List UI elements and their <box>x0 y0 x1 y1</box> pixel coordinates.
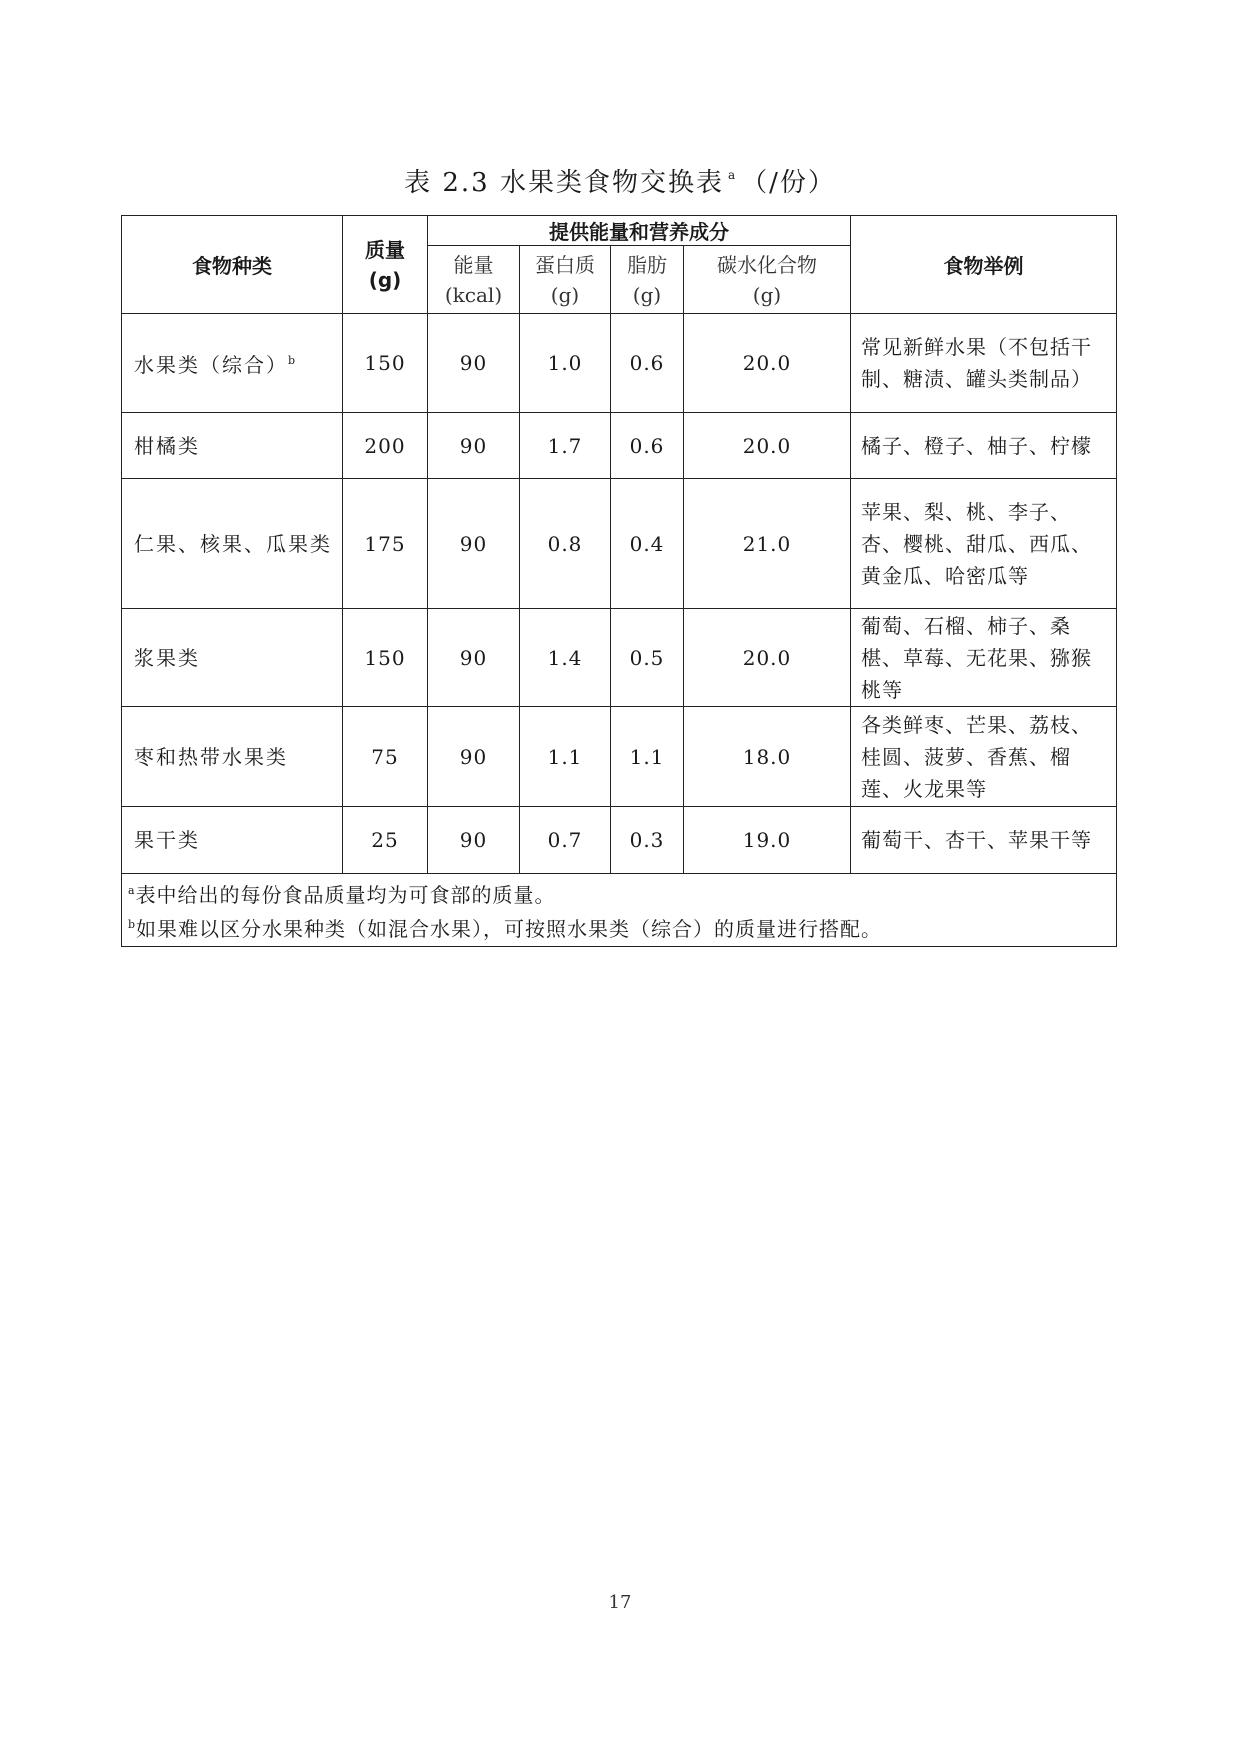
row-energy: 90 <box>428 413 520 479</box>
header-fat-label: 脂肪 <box>627 252 667 277</box>
row-protein: 1.0 <box>520 314 611 413</box>
row-fat: 1.1 <box>611 707 684 807</box>
row-mass: 150 <box>343 314 428 413</box>
row-energy: 90 <box>428 479 520 609</box>
row-examples: 葡萄、石榴、柿子、桑椹、草莓、无花果、猕猴桃等 <box>851 609 1117 707</box>
table-row <box>122 807 1117 874</box>
row-examples: 各类鲜枣、芒果、荔枝、桂圆、菠萝、香蕉、榴莲、火龙果等 <box>851 707 1117 807</box>
row-protein: 1.1 <box>520 707 611 807</box>
row-fat: 0.5 <box>611 609 684 707</box>
row-energy: 90 <box>428 807 520 874</box>
row-examples: 苹果、梨、桃、李子、杏、樱桃、甜瓜、西瓜、黄金瓜、哈密瓜等 <box>851 479 1117 609</box>
row-footnote-mark: b <box>288 354 298 367</box>
row-fat: 0.4 <box>611 479 684 609</box>
row-category: 枣和热带水果类 <box>122 707 343 807</box>
footnote-a <box>128 876 1110 910</box>
header-examples: 食物举例 <box>851 216 1117 314</box>
row-carb: 19.0 <box>684 807 851 874</box>
table-row <box>122 413 1117 479</box>
footnote-b-mark: b <box>128 918 137 931</box>
header-carb-label: 碳水化合物 <box>717 252 817 277</box>
header-category: 食物种类 <box>122 216 343 314</box>
row-protein: 0.8 <box>520 479 611 609</box>
table-row <box>122 479 1117 609</box>
row-fat: 0.6 <box>611 413 684 479</box>
fruit-exchange-table <box>121 215 1117 947</box>
row-fat: 0.6 <box>611 314 684 413</box>
header-carb-unit: (g) <box>752 282 782 307</box>
row-mass: 175 <box>343 479 428 609</box>
row-category: 仁果、核果、瓜果类 <box>122 479 343 609</box>
row-category-text: 水果类（综合） <box>134 353 288 377</box>
row-category <box>122 314 343 413</box>
table-title <box>0 162 1240 199</box>
row-examples: 橘子、橙子、柚子、柠檬 <box>851 413 1117 479</box>
header-protein <box>520 246 611 314</box>
header-nutrition-group: 提供能量和营养成分 <box>428 216 851 246</box>
table-title-footnote-mark: a <box>727 168 738 182</box>
row-category: 柑橘类 <box>122 413 343 479</box>
row-mass: 25 <box>343 807 428 874</box>
header-carb <box>684 246 851 314</box>
header-fat-unit: (g) <box>632 282 662 307</box>
row-carb: 20.0 <box>684 609 851 707</box>
table-row <box>122 707 1117 807</box>
row-carb: 20.0 <box>684 413 851 479</box>
row-category: 浆果类 <box>122 609 343 707</box>
row-carb: 21.0 <box>684 479 851 609</box>
row-energy: 90 <box>428 609 520 707</box>
header-mass-unit: (g) <box>368 267 402 292</box>
row-protein: 0.7 <box>520 807 611 874</box>
row-mass: 200 <box>343 413 428 479</box>
row-carb: 20.0 <box>684 314 851 413</box>
footnote-a-text: 表中给出的每份食品质量均为可食部的质量。 <box>135 883 556 907</box>
table-notes <box>122 874 1117 947</box>
header-energy-label: 能量 <box>453 252 494 277</box>
footnote-b-text: 如果难以区分水果种类（如混合水果），可按照水果类（综合）的质量进行搭配。 <box>136 917 883 941</box>
row-examples: 葡萄干、杏干、苹果干等 <box>851 807 1117 874</box>
row-examples: 常见新鲜水果（不包括干制、糖渍、罐头类制品） <box>851 314 1117 413</box>
row-category: 果干类 <box>122 807 343 874</box>
header-fat <box>611 246 684 314</box>
header-protein-unit: (g) <box>550 282 580 307</box>
row-energy: 90 <box>428 707 520 807</box>
table-notes-row <box>122 874 1117 947</box>
table-row <box>122 314 1117 413</box>
row-energy: 90 <box>428 314 520 413</box>
table-row <box>122 609 1117 707</box>
table-title-unit: （/份） <box>741 168 836 198</box>
row-protein: 1.7 <box>520 413 611 479</box>
footnote-a-mark: a <box>128 884 136 897</box>
row-protein: 1.4 <box>520 609 611 707</box>
header-mass-label: 质量 <box>365 237 405 262</box>
row-mass: 150 <box>343 609 428 707</box>
header-energy-unit: (kcal) <box>444 282 503 307</box>
row-mass: 75 <box>343 707 428 807</box>
header-protein-label: 蛋白质 <box>535 252 595 277</box>
table-title-text: 表 2.3 水果类食物交换表 <box>404 168 724 198</box>
row-fat: 0.3 <box>611 807 684 874</box>
footnote-b <box>128 910 1110 944</box>
header-mass <box>343 216 428 314</box>
header-energy <box>428 246 520 314</box>
page-number: 17 <box>608 1592 632 1613</box>
row-carb: 18.0 <box>684 707 851 807</box>
